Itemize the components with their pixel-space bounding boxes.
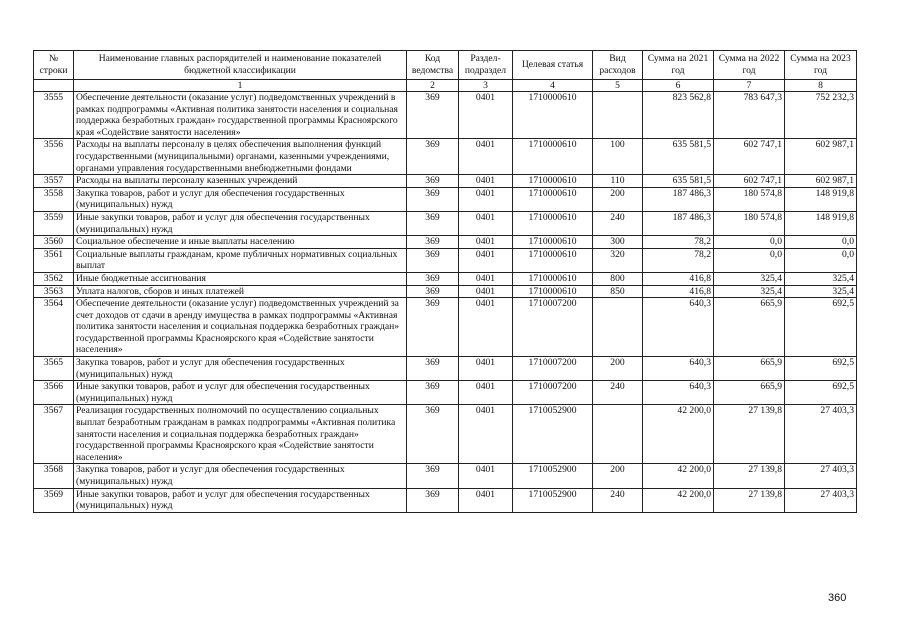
budget-table	[33, 50, 857, 513]
table-row	[34, 298, 857, 357]
sum-2021-cell: 823 562,8	[643, 92, 714, 139]
sum-2022-cell: 783 647,3	[714, 92, 785, 139]
sum-2022-cell: 0,0	[714, 236, 785, 249]
target-article-cell: 1710000610	[513, 272, 593, 285]
sum-2023-cell: 602 987,1	[785, 175, 857, 188]
expense-type-cell: 200	[593, 464, 643, 488]
sum-2021-cell: 78,2	[643, 248, 714, 272]
row-number-cell: 3562	[34, 272, 74, 285]
row-name-cell: Уплата налогов, сборов и иных платежей	[74, 285, 407, 298]
dept-code-cell: 369	[407, 211, 459, 235]
expense-type-cell	[593, 298, 643, 357]
sum-2021-cell: 416,8	[643, 272, 714, 285]
sum-2021-cell: 42 200,0	[643, 464, 714, 488]
sum-2022-cell: 27 139,8	[714, 488, 785, 512]
table-row	[34, 405, 857, 464]
sum-2023-cell: 692,5	[785, 298, 857, 357]
sum-2023-cell: 27 403,3	[785, 405, 857, 464]
sum-2021-cell: 78,2	[643, 236, 714, 249]
section-cell: 0401	[459, 92, 513, 139]
dept-code-cell: 369	[407, 285, 459, 298]
sum-2023-cell: 27 403,3	[785, 464, 857, 488]
sum-2022-cell: 602 747,1	[714, 175, 785, 188]
sum-2022-cell: 180 574,8	[714, 211, 785, 235]
target-article-cell: 1710000610	[513, 285, 593, 298]
expense-type-cell: 240	[593, 488, 643, 512]
dept-code-cell: 369	[407, 187, 459, 211]
row-number-cell: 3561	[34, 248, 74, 272]
expense-type-cell: 100	[593, 139, 643, 175]
section-cell: 0401	[459, 175, 513, 188]
sum-2022-cell: 665,9	[714, 298, 785, 357]
sum-2023-cell: 325,4	[785, 272, 857, 285]
sum-2021-cell: 640,3	[643, 298, 714, 357]
row-name-cell: Закупка товаров, работ и услуг для обеспечения государственных (муниципальных) нужд	[74, 464, 407, 488]
row-name-cell: Обеспечение деятельности (оказание услуг) подведомственных учреждений за счет доходов от сдачи в аренду имущества в рамках подпрограммы «Активная политика занятости населения и социальная поддержка безработных граждан» государственной программы Красноярского края «Содействие занятости населения»	[74, 298, 407, 357]
target-article-cell: 1710000610	[513, 211, 593, 235]
target-article-cell: 1710052900	[513, 464, 593, 488]
row-number-cell: 3569	[34, 488, 74, 512]
row-number-cell: 3568	[34, 464, 74, 488]
sum-2022-cell: 665,9	[714, 357, 785, 381]
expense-type-cell: 300	[593, 236, 643, 249]
table-row	[34, 248, 857, 272]
table-row	[34, 211, 857, 235]
sum-2023-cell: 27 403,3	[785, 488, 857, 512]
target-article-cell: 1710000610	[513, 92, 593, 139]
dept-code-cell: 369	[407, 298, 459, 357]
sum-2021-cell: 640,3	[643, 357, 714, 381]
sum-2023-cell: 148 919,8	[785, 187, 857, 211]
row-name-cell: Закупка товаров, работ и услуг для обеспечения государственных (муниципальных) нужд	[74, 187, 407, 211]
sum-2022-cell: 180 574,8	[714, 187, 785, 211]
header-cell: № строки	[34, 51, 74, 80]
section-cell: 0401	[459, 272, 513, 285]
table-row	[34, 92, 857, 139]
target-article-cell: 1710000610	[513, 187, 593, 211]
expense-type-cell: 850	[593, 285, 643, 298]
expense-type-cell: 800	[593, 272, 643, 285]
expense-type-cell: 320	[593, 248, 643, 272]
row-name-cell: Иные закупки товаров, работ и услуг для обеспечения государственных (муниципальных) нужд	[74, 381, 407, 405]
expense-type-cell: 110	[593, 175, 643, 188]
row-number-cell: 3563	[34, 285, 74, 298]
expense-type-cell	[593, 405, 643, 464]
dept-code-cell: 369	[407, 488, 459, 512]
target-article-cell: 1710007200	[513, 381, 593, 405]
section-cell: 0401	[459, 236, 513, 249]
header-cell: Код ведомства	[407, 51, 459, 80]
table-row	[34, 272, 857, 285]
row-number-cell: 3555	[34, 92, 74, 139]
target-article-cell: 1710007200	[513, 298, 593, 357]
sum-2023-cell: 752 232,3	[785, 92, 857, 139]
target-article-cell: 1710000610	[513, 139, 593, 175]
section-cell: 0401	[459, 357, 513, 381]
sum-2023-cell: 325,4	[785, 285, 857, 298]
row-name-cell: Иные бюджетные ассигнования	[74, 272, 407, 285]
row-number-cell: 3557	[34, 175, 74, 188]
section-cell: 0401	[459, 248, 513, 272]
expense-type-cell: 240	[593, 211, 643, 235]
table-header-row	[34, 51, 857, 80]
sum-2022-cell: 0,0	[714, 248, 785, 272]
sum-2023-cell: 692,5	[785, 357, 857, 381]
table-row	[34, 175, 857, 188]
expense-type-cell: 200	[593, 357, 643, 381]
target-article-cell: 1710007200	[513, 357, 593, 381]
header-cell: Целевая статья	[513, 51, 593, 80]
row-name-cell: Расходы на выплаты персоналу в целях обеспечения выполнения функций государственными (муниципальными) органами, казенными учреждениями, органами управления государственными внебюджетными фондами	[74, 139, 407, 175]
section-cell: 0401	[459, 285, 513, 298]
section-cell: 0401	[459, 488, 513, 512]
sum-2023-cell: 692,5	[785, 381, 857, 405]
header-cell: Сумма на 2023 год	[785, 51, 857, 80]
row-number-cell: 3560	[34, 236, 74, 249]
header-cell: Сумма на 2022 год	[714, 51, 785, 80]
table-row	[34, 488, 857, 512]
row-number-cell: 3559	[34, 211, 74, 235]
section-cell: 0401	[459, 298, 513, 357]
column-number: 3	[459, 80, 513, 92]
sum-2022-cell: 27 139,8	[714, 464, 785, 488]
table-row	[34, 187, 857, 211]
expense-type-cell: 200	[593, 187, 643, 211]
table-body	[34, 92, 857, 513]
row-name-cell: Иные закупки товаров, работ и услуг для обеспечения государственных (муниципальных) нужд	[74, 211, 407, 235]
section-cell: 0401	[459, 187, 513, 211]
table-row	[34, 381, 857, 405]
row-number-cell: 3565	[34, 357, 74, 381]
target-article-cell: 1710000610	[513, 248, 593, 272]
column-number: 8	[785, 80, 857, 92]
dept-code-cell: 369	[407, 248, 459, 272]
column-number: 1	[74, 80, 407, 92]
row-number-cell: 3556	[34, 139, 74, 175]
column-number: 2	[407, 80, 459, 92]
row-name-cell: Иные закупки товаров, работ и услуг для обеспечения государственных (муниципальных) нужд	[74, 488, 407, 512]
dept-code-cell: 369	[407, 236, 459, 249]
dept-code-cell: 369	[407, 381, 459, 405]
sum-2023-cell: 602 987,1	[785, 139, 857, 175]
row-number-cell: 3564	[34, 298, 74, 357]
dept-code-cell: 369	[407, 139, 459, 175]
row-name-cell: Обеспечение деятельности (оказание услуг) подведомственных учреждений в рамках подпрограммы «Активная политика занятости населения и социальная поддержка безработных граждан» государственной программы Красноярского края «Содействие занятости населения»	[74, 92, 407, 139]
sum-2021-cell: 42 200,0	[643, 488, 714, 512]
section-cell: 0401	[459, 405, 513, 464]
dept-code-cell: 369	[407, 175, 459, 188]
dept-code-cell: 369	[407, 272, 459, 285]
row-name-cell: Социальное обеспечение и иные выплаты населению	[74, 236, 407, 249]
table-row	[34, 464, 857, 488]
sum-2022-cell: 325,4	[714, 285, 785, 298]
sum-2021-cell: 187 486,3	[643, 211, 714, 235]
table-row	[34, 139, 857, 175]
page-number: 360	[828, 592, 847, 604]
row-number-cell: 3558	[34, 187, 74, 211]
expense-type-cell: 240	[593, 381, 643, 405]
dept-code-cell: 369	[407, 464, 459, 488]
target-article-cell: 1710000610	[513, 236, 593, 249]
sum-2021-cell: 635 581,5	[643, 139, 714, 175]
row-name-cell: Реализация государственных полномочий по осуществлению социальных выплат безработным гражданам в рамках подпрограммы «Активная политика занятости населения и социальная поддержка безработных граждан» государственной программы Красноярского края «Содействие занятости населения»	[74, 405, 407, 464]
row-name-cell: Расходы на выплаты персоналу казенных учреждений	[74, 175, 407, 188]
row-number-cell: 3566	[34, 381, 74, 405]
column-number-row	[34, 80, 857, 92]
dept-code-cell: 369	[407, 92, 459, 139]
sum-2022-cell: 27 139,8	[714, 405, 785, 464]
row-name-cell: Закупка товаров, работ и услуг для обеспечения государственных (муниципальных) нужд	[74, 357, 407, 381]
sum-2021-cell: 635 581,5	[643, 175, 714, 188]
header-cell: Раздел-подраздел	[459, 51, 513, 80]
sum-2021-cell: 187 486,3	[643, 187, 714, 211]
header-cell: Наименование главных распорядителей и наименование показателей бюджетной классификации	[74, 51, 407, 80]
sum-2021-cell: 640,3	[643, 381, 714, 405]
column-number: 4	[513, 80, 593, 92]
header-cell: Вид расходов	[593, 51, 643, 80]
dept-code-cell: 369	[407, 357, 459, 381]
table-row	[34, 285, 857, 298]
column-number: 7	[714, 80, 785, 92]
dept-code-cell: 369	[407, 405, 459, 464]
sum-2021-cell: 416,8	[643, 285, 714, 298]
table-row	[34, 236, 857, 249]
column-number	[34, 80, 74, 92]
target-article-cell: 1710052900	[513, 405, 593, 464]
table-row	[34, 357, 857, 381]
sum-2022-cell: 602 747,1	[714, 139, 785, 175]
section-cell: 0401	[459, 464, 513, 488]
sum-2022-cell: 665,9	[714, 381, 785, 405]
column-number: 6	[643, 80, 714, 92]
sum-2023-cell: 0,0	[785, 248, 857, 272]
target-article-cell: 1710052900	[513, 488, 593, 512]
column-number: 5	[593, 80, 643, 92]
target-article-cell: 1710000610	[513, 175, 593, 188]
section-cell: 0401	[459, 211, 513, 235]
sum-2023-cell: 0,0	[785, 236, 857, 249]
header-cell: Сумма на 2021 год	[643, 51, 714, 80]
sum-2022-cell: 325,4	[714, 272, 785, 285]
section-cell: 0401	[459, 139, 513, 175]
sum-2021-cell: 42 200,0	[643, 405, 714, 464]
sum-2023-cell: 148 919,8	[785, 211, 857, 235]
expense-type-cell	[593, 92, 643, 139]
row-number-cell: 3567	[34, 405, 74, 464]
section-cell: 0401	[459, 381, 513, 405]
row-name-cell: Социальные выплаты гражданам, кроме публичных нормативных социальных выплат	[74, 248, 407, 272]
